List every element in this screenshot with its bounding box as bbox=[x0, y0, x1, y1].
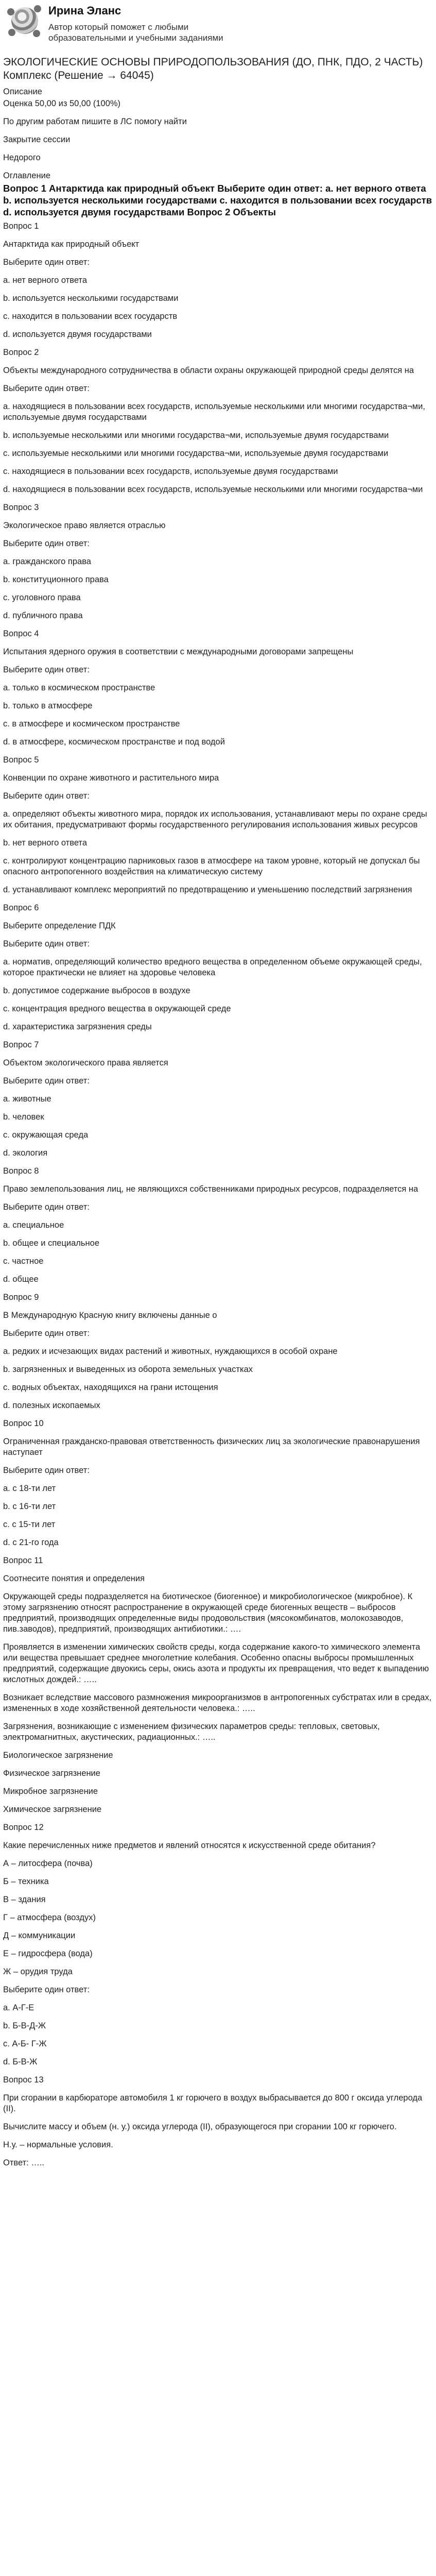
avatar-decoration bbox=[8, 29, 15, 36]
page-title: ЭКОЛОГИЧЕСКИЕ ОСНОВЫ ПРИРОДОПОЛЬЗОВАНИЯ (ДО, ПНК, ПДО, 2 ЧАСТЬ) Комплекс (Решение → 64045) bbox=[3, 56, 423, 81]
content-line: Объекты международного сотрудничества в области охраны окружающей природной среды делятся на bbox=[3, 366, 414, 375]
content-line: c. концентрация вредного вещества в окружающей среде bbox=[3, 1004, 231, 1013]
content-line: Е – гидросфера (вода) bbox=[3, 1949, 93, 1958]
content-line: b. используемые несколькими или многими государства¬ми, используемые двумя государствами bbox=[3, 431, 389, 440]
author-info bbox=[48, 3, 234, 43]
content-line: c. используемые несколькими или многими государства¬ми, используемые двумя государствами bbox=[3, 449, 389, 458]
description-label: Описание bbox=[3, 87, 42, 96]
content-line: d. экология bbox=[3, 1148, 48, 1158]
content-line: Вопрос 10 bbox=[3, 1419, 44, 1428]
content-line: c. с 15-ти лет bbox=[3, 1520, 56, 1529]
content-line: Вопрос 7 bbox=[3, 1040, 39, 1049]
content-line: В – здания bbox=[3, 1895, 46, 1904]
content-line: Выберите один ответ: bbox=[3, 791, 90, 801]
content-line: Б – техника bbox=[3, 1877, 49, 1886]
content-line: a. с 18-ти лет bbox=[3, 1484, 56, 1493]
content-line: c. находящиеся в пользовании всех государств, используемые двумя государствами bbox=[3, 467, 338, 476]
content-line: Микробное загрязнение bbox=[3, 1787, 98, 1796]
content-line: b. нет верного ответа bbox=[3, 838, 87, 848]
content-line: Вопрос 12 bbox=[3, 1823, 44, 1832]
content-line: Вопрос 3 bbox=[3, 503, 39, 512]
content-line: Вопрос 9 bbox=[3, 1293, 39, 1302]
content-line: d. устанавливают комплекс мероприятий по предотвращению и уменьшению последствий загрязнения bbox=[3, 885, 412, 894]
content-line: Вопрос 13 bbox=[3, 2075, 44, 2084]
content-line: Выберите один ответ: bbox=[3, 1329, 90, 1338]
content-line: Выберите один ответ: bbox=[3, 1076, 90, 1086]
content-line: Биологическое загрязнение bbox=[3, 1751, 113, 1760]
content-line: d. характеристика загрязнения среды bbox=[3, 1022, 152, 1031]
content-line: Конвенции по охране животного и растительного мира bbox=[3, 773, 219, 783]
question-list bbox=[3, 221, 433, 2168]
content-line: Ответ: ….. bbox=[3, 2158, 44, 2167]
content-line: Соотнесите понятия и определения bbox=[3, 1574, 145, 1583]
content-line: c. контролируют концентрацию парниковых газов в атмосфере на таком уровне, который не допускал бы опасного антропогенного воздействия на климатическую систему bbox=[3, 856, 420, 876]
content-line: Антарктида как природный объект bbox=[3, 240, 139, 249]
content-line: d. общее bbox=[3, 1275, 39, 1284]
toc-label: Оглавление bbox=[3, 171, 50, 180]
content-line: Выберите определение ПДК bbox=[3, 921, 116, 930]
content-line: c. водных объектах, находящихся на грани истощения bbox=[3, 1383, 218, 1392]
avatar[interactable] bbox=[7, 5, 42, 41]
content-line: c. в атмосфере и космическом пространстве bbox=[3, 719, 180, 728]
content-line: d. находящиеся в пользовании всех государств, используемые несколькими или многими государства¬ми bbox=[3, 485, 423, 494]
content-line: c. А-Б- Г-Ж bbox=[3, 2039, 47, 2048]
content-line: a. норматив, определяющий количество вредного вещества в определенном объеме окружающей среды, которое практически не влияет на здоровье человека bbox=[3, 957, 422, 977]
content-line: b. допустимое содержание выбросов в воздухе bbox=[3, 986, 190, 995]
content-line: Выберите один ответ: bbox=[3, 258, 90, 267]
content-line: Экологическое право является отраслью bbox=[3, 521, 166, 530]
content-line: a. только в космическом пространстве bbox=[3, 683, 155, 692]
content-line: a. животные bbox=[3, 1094, 51, 1104]
content-line: В Международную Красную книгу включены данные о bbox=[3, 1311, 217, 1320]
content-line: d. полезных ископаемых bbox=[3, 1401, 100, 1410]
content-line: c. частное bbox=[3, 1257, 44, 1266]
content-line: b. Б-В-Д-Ж bbox=[3, 2021, 46, 2030]
rating-note: Недорого bbox=[3, 153, 41, 162]
content-line: b. с 16-ти лет bbox=[3, 1502, 56, 1511]
content-line: c. уголовного права bbox=[3, 593, 81, 602]
content-line: Физическое загрязнение bbox=[3, 1769, 100, 1778]
content-line: a. нет верного ответа bbox=[3, 276, 87, 285]
content-line: a. определяют объекты животного мира, порядок их использования, устанавливают меры по охране среды их обитания, предусматривают формы государственного регулирования использования живых ресурсов bbox=[3, 809, 427, 829]
avatar-decoration bbox=[34, 5, 41, 12]
content-line: a. специальное bbox=[3, 1221, 64, 1230]
content-line: a. гражданского права bbox=[3, 557, 91, 566]
content-line: Ограниченная гражданско-правовая ответственность физических лиц за экологические правонарушения наступает bbox=[3, 1437, 420, 1457]
content-line: Проявляется в изменении химических свойств среды, когда содержание какого-то химического элемента или вещества превышает среднее многолетние колебания. Особенно опасны выбросы промышленных предприятий, содержащие двуокись серы, окись азота и продукты их превращения, что ведет к выпадению кислотных дождей.: ….. bbox=[3, 1642, 429, 1684]
content-line: Какие перечисленных ниже предметов и явлений относятся к искусственной среде обитания? bbox=[3, 1841, 376, 1850]
content-line: b. конституционного права bbox=[3, 575, 109, 584]
content-line: d. с 21-го года bbox=[3, 1538, 59, 1547]
content-line: c. окружающая среда bbox=[3, 1130, 89, 1140]
content-line: Вопрос 11 bbox=[3, 1556, 43, 1565]
content-line: b. общее и специальное bbox=[3, 1239, 99, 1248]
content-line: При сгорании в карбюраторе автомобиля 1 кг горючего в воздух выбрасывается до 800 г оксида углерода (II). bbox=[3, 2093, 423, 2113]
content-line: Н.у. – нормальные условия. bbox=[3, 2140, 113, 2149]
score-text: Оценка 50,00 из 50,00 (100%) bbox=[3, 99, 121, 108]
content-line: Д – коммуникации bbox=[3, 1931, 76, 1940]
toc-text: Вопрос 1 Антарктида как природный объект Выберите один ответ: a. нет верного ответа b. используется несколькими государствами c. находится в пользовании всех государств d. используется двумя государствами Вопрос 2 Объекты bbox=[3, 183, 432, 217]
content-line: Выберите один ответ: bbox=[3, 1202, 90, 1212]
content-line: b. используется несколькими государствами bbox=[3, 294, 179, 303]
content-line: Химическое загрязнение bbox=[3, 1805, 102, 1814]
content-line: b. человек bbox=[3, 1112, 44, 1122]
content-line: Загрязнения, возникающие с изменением физических параметров среды: тепловых, световых, электромагнитных, акустических, радиационных.: ….. bbox=[3, 1722, 380, 1742]
content-line: d. в атмосфере, космическом пространстве и под водой bbox=[3, 737, 225, 747]
content-line: Выберите один ответ: bbox=[3, 384, 90, 393]
content-line: Вопрос 5 bbox=[3, 755, 39, 765]
content-line: Возникает вследствие массового размножения микроорганизмов в антропогенных субстратах или в средах, измененных в ходе хозяйственной деятельности человека.: ….. bbox=[3, 1693, 432, 1713]
content-line: Г – атмосфера (воздух) bbox=[3, 1913, 96, 1922]
content-line: c. находится в пользовании всех государств bbox=[3, 312, 178, 321]
avatar-decoration bbox=[33, 30, 40, 37]
content-line: Вопрос 4 bbox=[3, 629, 39, 638]
content-line: d. публичного права bbox=[3, 611, 83, 620]
closing-note: Закрытие сессии bbox=[3, 135, 71, 144]
contact-note: По другим работам пишите в ЛС помогу найти bbox=[3, 117, 187, 126]
content-line: a. находящиеся в пользовании всех государств, используемые несколькими или многими государства¬ми, используемые двумя государствами bbox=[3, 402, 425, 422]
content-line: d. используется двумя государствами bbox=[3, 330, 152, 339]
content-line: b. загрязненных и выведенных из оборота земельных участках bbox=[3, 1365, 253, 1374]
content-line: a. А-Г-Е bbox=[3, 2003, 34, 2012]
content-line: Вопрос 8 bbox=[3, 1166, 39, 1176]
author-name[interactable]: Ирина Эланс bbox=[48, 4, 121, 17]
content-line: a. редких и исчезающих видах растений и животных, нуждающихся в особой охране bbox=[3, 1347, 338, 1356]
content-line: Ж – орудия труда bbox=[3, 1967, 73, 1976]
avatar-decoration bbox=[7, 8, 14, 15]
content-line: Выберите один ответ: bbox=[3, 665, 90, 674]
content-line: Выберите один ответ: bbox=[3, 939, 90, 948]
content-line: Вычислите массу и объем (н. у.) оксида углерода (II), образующегося при сгорании 100 кг горючего. bbox=[3, 2122, 397, 2131]
content-line: Вопрос 1 bbox=[3, 222, 39, 231]
content-line: d. Б-В-Ж bbox=[3, 2057, 38, 2066]
content-line: А – литосфера (почва) bbox=[3, 1859, 93, 1868]
content-line: Право землепользования лиц, не являющихся собственниками природных ресурсов, подразделяется на bbox=[3, 1184, 418, 1194]
content-line: Вопрос 2 bbox=[3, 348, 39, 357]
content-line: b. только в атмосфере bbox=[3, 701, 93, 710]
content-line: Выберите один ответ: bbox=[3, 1985, 90, 1994]
author-header bbox=[3, 3, 433, 54]
content-line: Объектом экологического права является bbox=[3, 1058, 168, 1067]
content-line: Выберите один ответ: bbox=[3, 539, 90, 548]
author-description: Автор который поможет с любыми образовательными и учебными заданиями bbox=[48, 22, 223, 43]
content-line: Вопрос 6 bbox=[3, 903, 39, 912]
content-line: Выберите один ответ: bbox=[3, 1466, 90, 1475]
content-line: Испытания ядерного оружия в соответствии с международными договорами запрещены bbox=[3, 647, 354, 656]
content-line: Окружающей среды подразделяется на биотическое (биогенное) и микробиологическое (микробное). К этому загрязнению относят распространение в окружающей среде биогенных веществ – выбросов предприятий, производящих определенные виды продовольствия (мясокомбинатов, молокозаводов, пив.заводов), предприятий, производящих антибиотики.: …. bbox=[3, 1592, 413, 1634]
